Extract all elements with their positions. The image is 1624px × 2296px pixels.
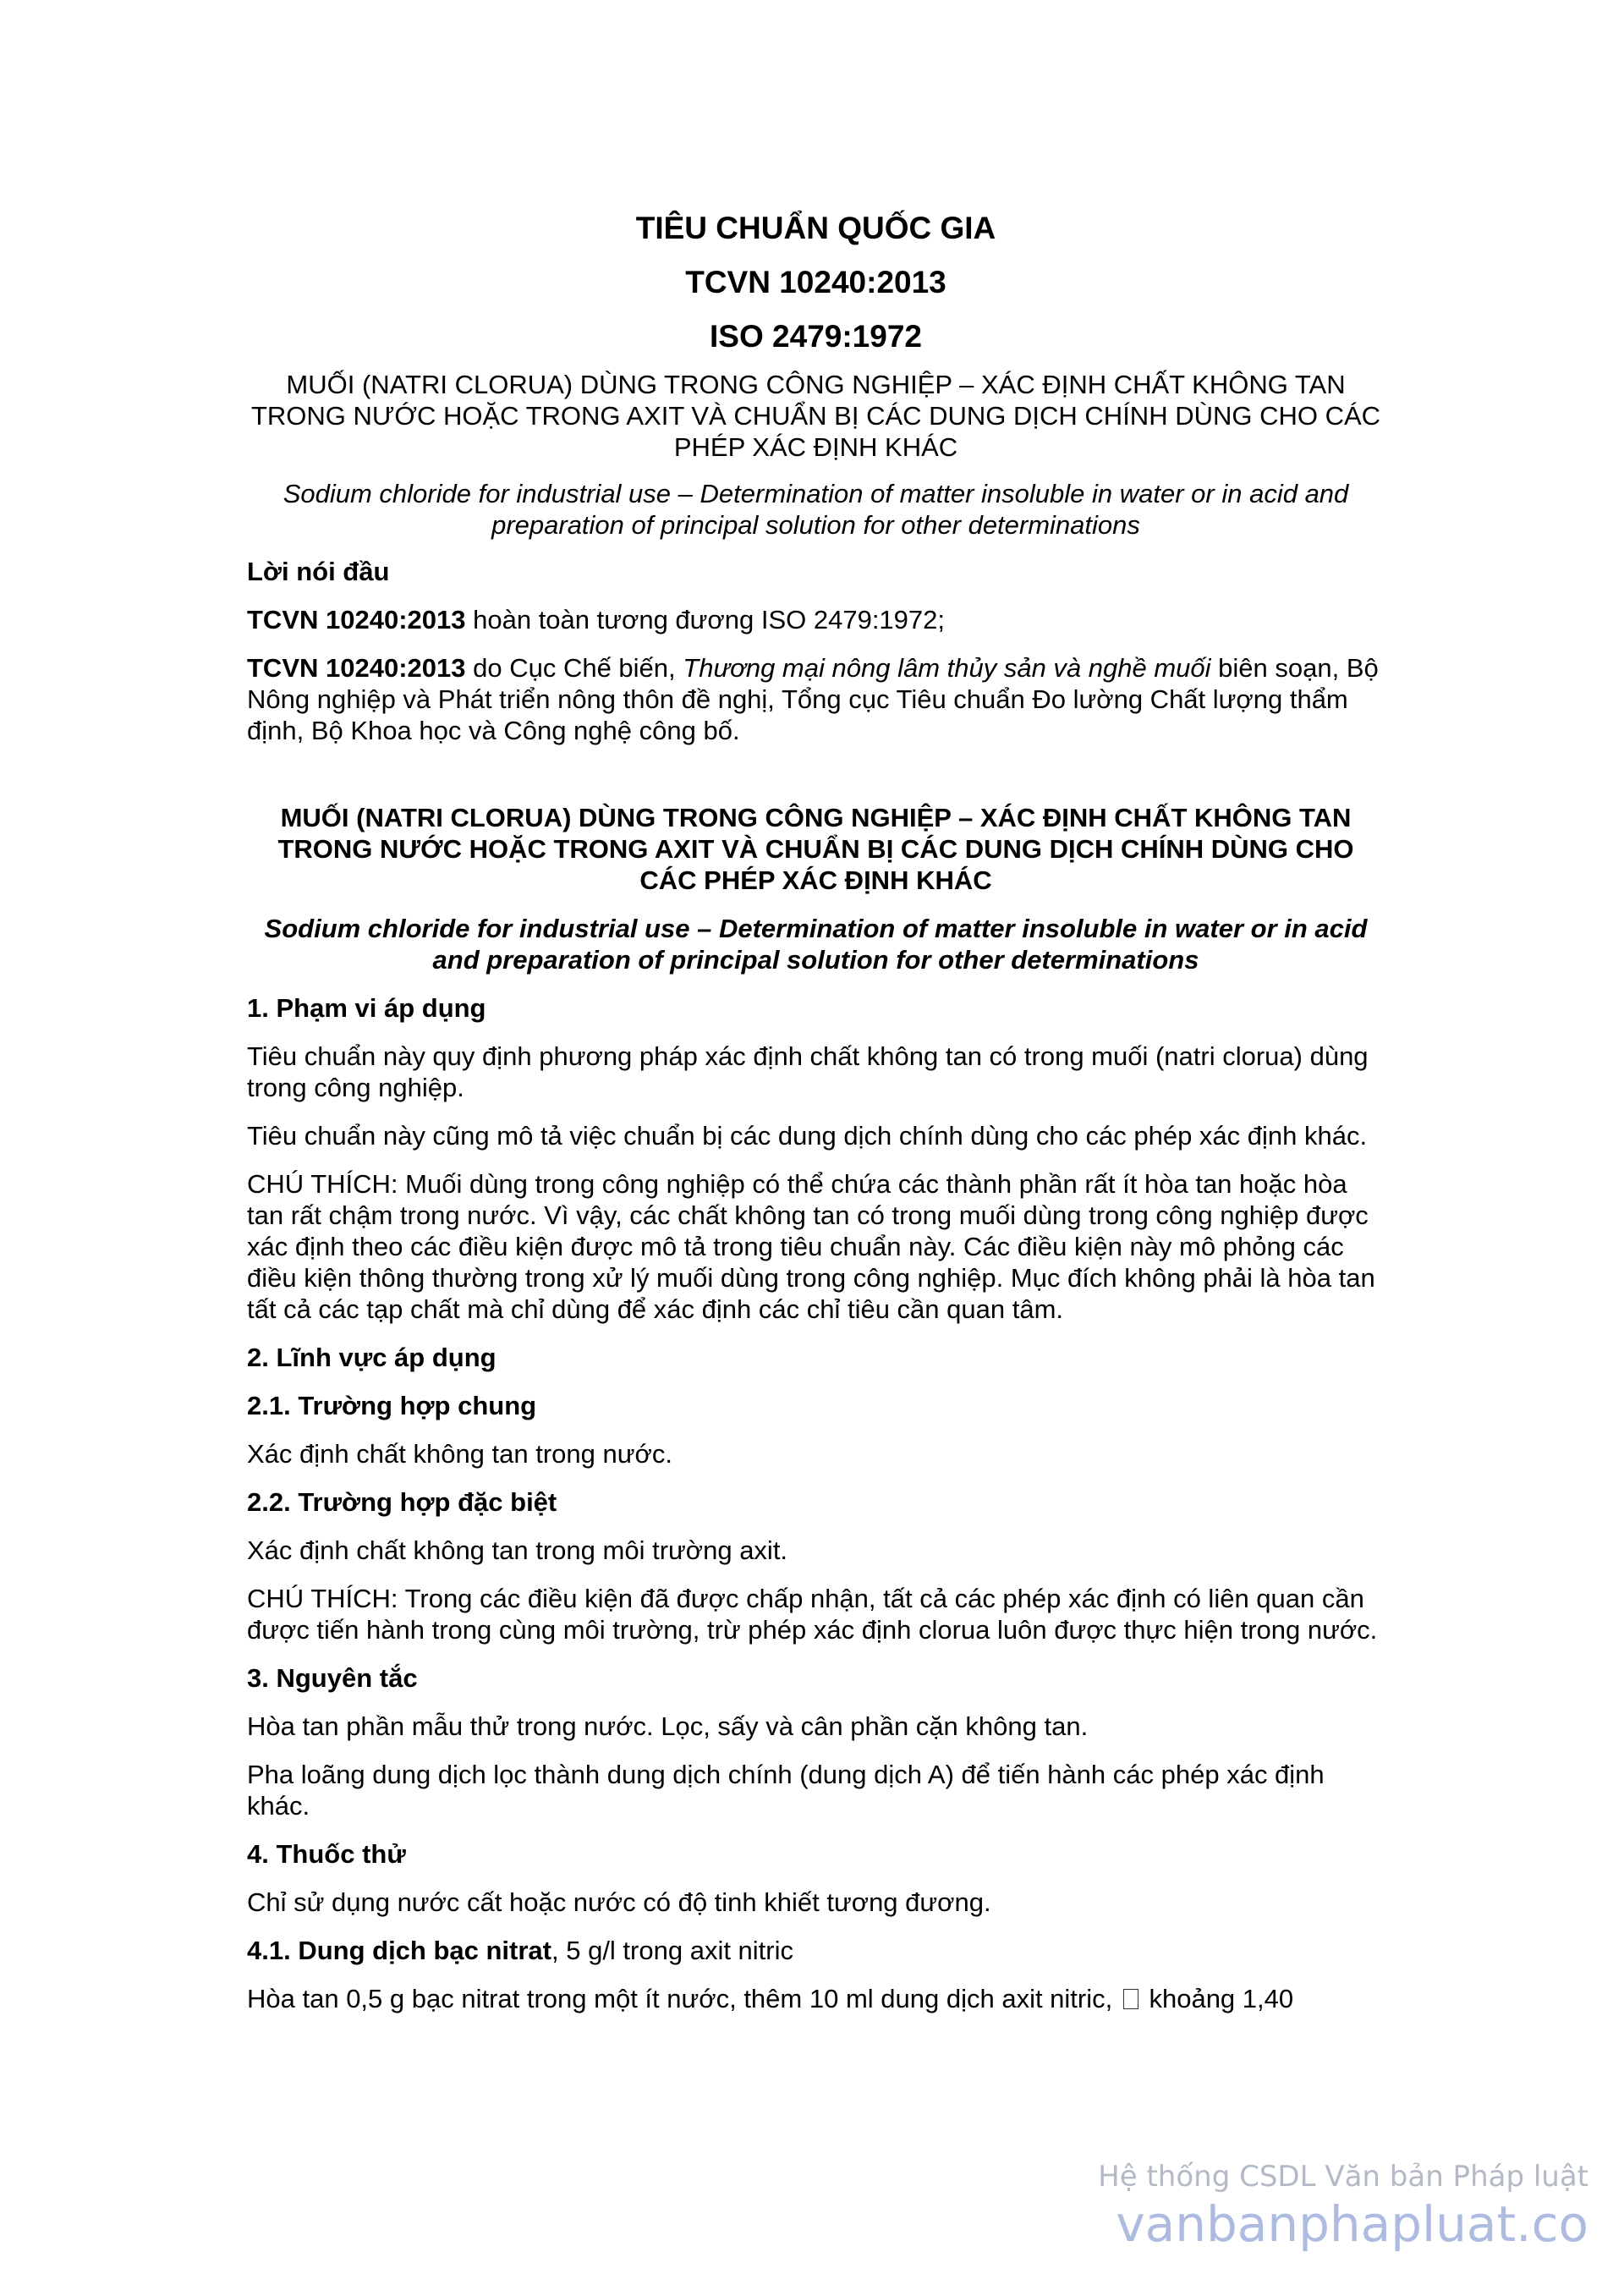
foreword-paragraph-1 (247, 604, 1385, 635)
foreword-text-2-italic: Thương mại nông lâm thủy sản và nghề muối (683, 653, 1211, 683)
section-2-note: CHÚ THÍCH: Trong các điều kiện đã được chấp nhận, tất cả các phép xác định có liên quan cần được tiến hành trong cùng môi trường, trừ phép xác định clorua luôn được thực hiện trong nước. (247, 1584, 1378, 1645)
section-2-heading: 2. Lĩnh vực áp dụng (247, 1343, 497, 1372)
section-3-heading: 3. Nguyên tắc (247, 1663, 418, 1693)
section-3-paragraph-1: Hòa tan phần mẫu thử trong nước. Lọc, sấy và cân phần cặn không tan. (247, 1711, 1089, 1741)
section-4-1-text-b: khoảng 1,40 (1141, 1984, 1294, 2013)
watermark (1098, 2159, 1588, 2254)
section-4-heading: 4. Thuốc thử (247, 1839, 406, 1869)
section-4-1-rest: , 5 g/l trong axit nitric (551, 1936, 794, 1965)
foreword-text-2b: biên soạn, Bộ Nông nghiệp và Phát triển nông thôn đề nghị, Tổng cục Tiêu chuẩn Đo lường Chất lượng thẩm định, Bộ Khoa học và Công nghệ công bố. (247, 653, 1379, 745)
iso-code-heading: ISO 2479:1972 (710, 319, 922, 354)
watermark-line-1: Hệ thống CSDL Văn bản Pháp luật (1098, 2160, 1588, 2194)
main-title-vi: MUỐI (NATRI CLORUA) DÙNG TRONG CÔNG NGHIỆP – XÁC ĐỊNH CHẤT KHÔNG TAN TRONG NƯỚC HOẶC TRONG AXIT VÀ CHUẨN BỊ CÁC DUNG DỊCH CHÍNH DÙNG CHO CÁC PHÉP XÁC ĐỊNH KHÁC (277, 803, 1354, 895)
section-2-1-text: Xác định chất không tan trong nước. (247, 1439, 672, 1469)
missing-glyph-icon (1123, 1989, 1138, 2009)
section-2-1-heading: 2.1. Trường hợp chung (247, 1391, 537, 1420)
foreword-heading: Lời nói đầu (247, 557, 390, 586)
section-2-2-heading: 2.2. Trường hợp đặc biệt (247, 1487, 557, 1517)
section-2-2-text: Xác định chất không tan trong môi trường axit. (247, 1535, 788, 1565)
cover-title-en: Sodium chloride for industrial use – Determination of matter insoluble in water or in acid and preparation of principal solution for other determinations (283, 479, 1349, 540)
tcvn-code-heading: TCVN 10240:2013 (685, 265, 946, 299)
section-4-1-line (247, 1935, 1385, 1966)
foreword-code-2: TCVN 10240:2013 (247, 653, 466, 683)
section-4-1-text (247, 1983, 1385, 2014)
standard-type-heading: TIÊU CHUẨN QUỐC GIA (635, 211, 996, 245)
main-title-en: Sodium chloride for industrial use – Determination of matter insoluble in water or in acid and preparation of principal solution for other determinations (264, 914, 1368, 975)
section-4-1-heading: 4.1. Dung dịch bạc nitrat (247, 1936, 551, 1965)
section-4-1-text-a: Hòa tan 0,5 g bạc nitrat trong một ít nước, thêm 10 ml dung dịch axit nitric, (247, 1984, 1120, 2013)
section-1-paragraph-2: Tiêu chuẩn này cũng mô tả việc chuẩn bị các dung dịch chính dùng cho các phép xác định khác. (247, 1121, 1368, 1151)
foreword-text-2a: do Cục Chế biến, (465, 653, 683, 683)
foreword-code-1: TCVN 10240:2013 (247, 605, 466, 634)
section-4-paragraph-1: Chỉ sử dụng nước cất hoặc nước có độ tinh khiết tương đương. (247, 1887, 991, 1917)
watermark-site-name: vanbanphapluat.co (1116, 2195, 1588, 2253)
section-1-paragraph-1: Tiêu chuẩn này quy định phương pháp xác định chất không tan có trong muối (natri clorua) dùng trong công nghiệp. (247, 1041, 1369, 1102)
foreword-paragraph-2 (247, 652, 1385, 746)
section-1-heading: 1. Phạm vi áp dụng (247, 993, 486, 1023)
cover-title-vi: MUỐI (NATRI CLORUA) DÙNG TRONG CÔNG NGHIỆP – XÁC ĐỊNH CHẤT KHÔNG TAN TRONG NƯỚC HOẶC TRONG AXIT VÀ CHUẨN BỊ CÁC DUNG DỊCH CHÍNH DÙNG CHO CÁC PHÉP XÁC ĐỊNH KHÁC (250, 370, 1381, 462)
foreword-text-1: hoàn toàn tương đương ISO 2479:1972; (465, 605, 946, 634)
document-page (247, 210, 1385, 2031)
section-3-paragraph-2: Pha loãng dung dịch lọc thành dung dịch chính (dung dịch A) để tiến hành các phép xác định khác. (247, 1760, 1325, 1821)
section-1-note: CHÚ THÍCH: Muối dùng trong công nghiệp có thể chứa các thành phần rất ít hòa tan hoặc hòa tan rất chậm trong nước. Vì vậy, các chất không tan có trong muối dùng trong công nghiệp được xác định theo các điều kiện được mô tả trong tiêu chuẩn này. Các điều kiện này mô phỏng các điều kiện thông thường trong xử lý muối dùng trong công nghiệp. Mục đích không phải là hòa tan tất cả các tạp chất mà chỉ dùng để xác định các chỉ tiêu cần quan tâm. (247, 1169, 1375, 1324)
